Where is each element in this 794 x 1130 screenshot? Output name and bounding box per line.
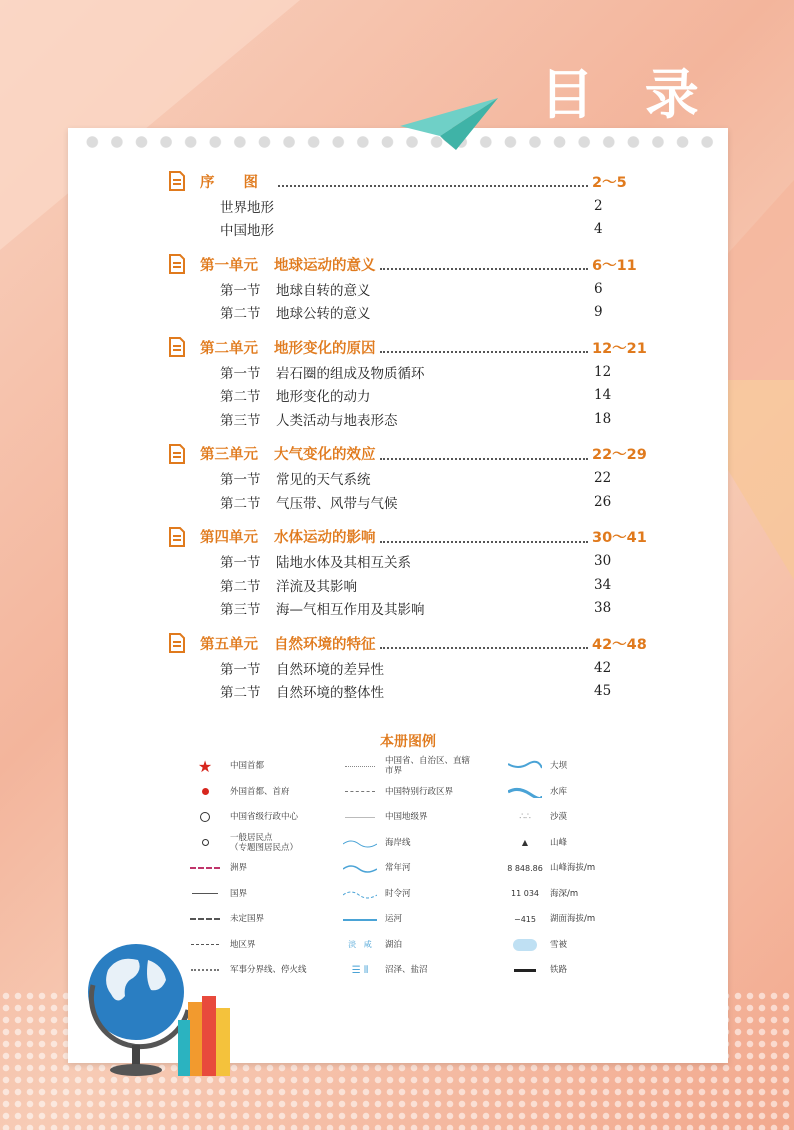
unit-label: 第一单元 xyxy=(200,257,258,274)
section-number: 第一节 xyxy=(220,472,261,489)
legend-label: 水库 xyxy=(550,786,568,797)
legend-label: 沙漠 xyxy=(550,812,568,822)
legend-item xyxy=(335,754,475,778)
section-number: 第二节 xyxy=(220,685,261,702)
legend-label: 军事分界线、停火线 xyxy=(230,965,307,975)
legend-label: 中国地级界 xyxy=(385,812,428,822)
legend-label: 大坝 xyxy=(550,761,568,771)
section-title: 岩石圈的组成及物质循环 xyxy=(276,365,425,382)
section-number: 第二节 xyxy=(220,578,261,595)
legend-symbol-icon: ▲ xyxy=(521,838,529,847)
document-icon xyxy=(168,337,186,357)
legend-label: 沼泽、盐沼 xyxy=(385,965,428,975)
document-icon xyxy=(168,633,186,653)
legend-label: 一般居民点 （专题图居民点） xyxy=(230,832,299,853)
section-number: 第一节 xyxy=(220,282,261,299)
dot-leader xyxy=(380,637,589,649)
dot-leader xyxy=(380,448,589,460)
section-page: 26 xyxy=(594,493,612,510)
legend-symbol-icon xyxy=(335,863,385,873)
section-number: 第一节 xyxy=(220,661,261,678)
toc-section[interactable] xyxy=(168,194,648,218)
legend-label: 山峰 xyxy=(550,837,568,848)
legend-symbol-icon xyxy=(500,786,550,798)
section-title: 地形变化的动力 xyxy=(276,389,371,406)
legend-item xyxy=(500,856,640,880)
legend-item xyxy=(500,780,640,804)
unit-title: 大气变化的效应 xyxy=(274,447,376,463)
legend-symbol-icon xyxy=(180,839,230,846)
legend-item xyxy=(500,805,640,829)
legend-label: 铁路 xyxy=(550,965,568,975)
section-page: 14 xyxy=(594,387,612,404)
document-icon xyxy=(168,444,186,464)
toc-section[interactable] xyxy=(168,550,648,574)
legend-symbol-icon xyxy=(180,893,230,894)
unit-pages: 2～5 xyxy=(592,174,627,191)
unit-pages: 22～29 xyxy=(592,447,647,463)
legend-item xyxy=(335,780,475,804)
legend-label: 国界 xyxy=(230,888,248,899)
section-title: 自然环境的差异性 xyxy=(276,661,384,678)
section-number: 第二节 xyxy=(220,306,261,323)
section-page: 30 xyxy=(594,553,612,570)
legend-item xyxy=(500,882,640,906)
legend-symbol-icon xyxy=(335,889,385,899)
legend-item xyxy=(180,831,320,855)
legend-item xyxy=(180,780,320,804)
legend-symbol-icon: −415 xyxy=(514,914,536,924)
legend-label: 未定国界 xyxy=(230,914,265,924)
section-page: 38 xyxy=(594,600,612,617)
section-title: 洋流及其影响 xyxy=(276,578,357,595)
legend-symbol-icon xyxy=(180,812,230,822)
legend-item xyxy=(335,958,475,982)
legend-item xyxy=(180,907,320,931)
toc-unit[interactable] xyxy=(168,524,648,550)
section-page: 6 xyxy=(594,280,603,297)
toc-section[interactable] xyxy=(168,656,648,680)
section-number: 第二节 xyxy=(220,389,261,406)
legend-item xyxy=(335,856,475,880)
legend-item xyxy=(335,831,475,855)
legend-item xyxy=(335,907,475,931)
dot-leader xyxy=(278,175,588,187)
toc-unit[interactable] xyxy=(168,630,648,656)
section-page: 2 xyxy=(594,197,603,214)
section-page: 18 xyxy=(594,410,612,427)
section-number: 第一节 xyxy=(220,555,261,572)
toc-unit[interactable] xyxy=(168,168,648,194)
unit-label: 序 图 xyxy=(200,174,258,191)
legend-label: 地区界 xyxy=(230,939,256,950)
section-page: 34 xyxy=(594,576,612,593)
legend-item xyxy=(500,754,640,778)
unit-label: 第二单元 xyxy=(200,340,258,357)
legend-label: 湖泊 xyxy=(385,939,403,950)
legend-label: 山峰海拔/m xyxy=(550,863,596,873)
legend-label: 运河 xyxy=(385,914,403,924)
section-number: 中国地形 xyxy=(220,223,274,240)
legend-symbol-icon xyxy=(500,939,550,951)
legend-label: 中国特别行政区界 xyxy=(385,786,454,797)
document-icon xyxy=(168,171,186,191)
section-title: 人类活动与地表形态 xyxy=(276,412,398,429)
section-number: 第三节 xyxy=(220,602,261,619)
unit-title: 水体运动的影响 xyxy=(274,530,376,546)
legend-symbol-icon: ★ xyxy=(197,756,213,776)
legend-label: 中国省、自治区、直辖市界 xyxy=(385,756,471,776)
toc-section[interactable] xyxy=(168,301,648,325)
legend-symbol-icon: ☰ ⦀ xyxy=(351,964,369,976)
legend-item xyxy=(500,831,640,855)
section-page: 9 xyxy=(594,304,603,321)
legend-symbol-icon xyxy=(335,791,385,792)
legend-symbol-icon xyxy=(335,914,385,924)
legend-symbol-icon xyxy=(500,760,550,772)
legend-symbol-icon xyxy=(180,788,230,795)
legend-label: 雪被 xyxy=(550,939,568,950)
toc-section[interactable] xyxy=(168,277,648,301)
toc-section[interactable] xyxy=(168,573,648,597)
legend-symbol-icon xyxy=(335,817,385,818)
legend-label: 海岸线 xyxy=(385,837,411,848)
section-title: 地球公转的意义 xyxy=(276,306,371,323)
section-title: 地球自转的意义 xyxy=(276,282,371,299)
toc-section[interactable] xyxy=(168,407,648,431)
legend-item xyxy=(335,805,475,829)
section-page: 22 xyxy=(594,470,612,487)
legend-symbol-icon xyxy=(180,867,230,869)
toc-section[interactable] xyxy=(168,597,648,621)
section-number: 世界地形 xyxy=(220,199,274,216)
globe-and-books-icon xyxy=(78,930,248,1080)
toc-section[interactable] xyxy=(168,384,648,408)
dot-leader xyxy=(380,531,589,543)
legend-item xyxy=(180,856,320,880)
document-icon xyxy=(168,254,186,274)
section-page: 45 xyxy=(594,683,612,700)
unit-title: 地形变化的原因 xyxy=(274,340,376,357)
legend-item xyxy=(335,882,475,906)
unit-pages: 6～11 xyxy=(592,257,637,274)
legend-item xyxy=(500,933,640,957)
section-page: 12 xyxy=(594,363,612,380)
section-title: 陆地水体及其相互关系 xyxy=(276,555,411,572)
toc-unit[interactable] xyxy=(168,334,648,360)
legend-label: 中国首都 xyxy=(230,761,265,771)
toc-section[interactable] xyxy=(168,490,648,514)
legend-label: 时令河 xyxy=(385,888,411,899)
section-number: 第二节 xyxy=(220,495,261,512)
binder-holes xyxy=(80,134,716,150)
legend-label: 海深/m xyxy=(550,888,579,899)
legend-label: 中国省级行政中心 xyxy=(230,812,299,822)
legend-symbol-icon: 淡 咸 xyxy=(348,940,372,949)
legend-item xyxy=(500,907,640,931)
toc-section[interactable] xyxy=(168,218,648,242)
toc-section[interactable] xyxy=(168,360,648,384)
section-page: 42 xyxy=(594,659,612,676)
legend-item xyxy=(180,754,320,778)
legend-item xyxy=(500,958,640,982)
legend-label: 外国首都、首府 xyxy=(230,786,290,797)
unit-pages: 12～21 xyxy=(592,340,647,357)
unit-label: 第三单元 xyxy=(200,447,258,463)
unit-pages: 42～48 xyxy=(592,636,647,653)
unit-label: 第五单元 xyxy=(200,636,258,653)
section-title: 气压带、风带与气候 xyxy=(276,495,398,512)
legend-label: 湖面海拔/m xyxy=(550,914,596,924)
section-title: 常见的天气系统 xyxy=(276,472,371,489)
toc-section[interactable] xyxy=(168,467,648,491)
legend-label: 常年河 xyxy=(385,863,411,873)
legend-symbol-icon: ∴∴ xyxy=(519,812,531,822)
section-page: 4 xyxy=(594,221,603,238)
legend-symbol-icon xyxy=(335,838,385,848)
legend-item xyxy=(180,882,320,906)
toc-unit[interactable] xyxy=(168,251,648,277)
legend-symbol-icon xyxy=(335,766,385,767)
legend-symbol-icon xyxy=(180,918,230,920)
legend-symbol-icon xyxy=(500,969,550,972)
toc-unit[interactable] xyxy=(168,441,648,467)
legend-item xyxy=(180,805,320,829)
section-title: 自然环境的整体性 xyxy=(276,685,384,702)
section-number: 第三节 xyxy=(220,412,261,429)
legend-title: 本册图例 xyxy=(380,734,436,750)
legend-symbol-icon: 8 848.86 xyxy=(507,863,543,873)
document-icon xyxy=(168,527,186,547)
legend-symbol-icon: 11 034 xyxy=(511,889,539,898)
paper-plane-icon xyxy=(400,96,500,152)
table-of-contents xyxy=(168,168,648,703)
unit-title: 地球运动的意义 xyxy=(274,257,376,274)
section-number: 第一节 xyxy=(220,365,261,382)
toc-section[interactable] xyxy=(168,680,648,704)
legend-item xyxy=(335,933,475,957)
section-title: 海—气相互作用及其影响 xyxy=(276,602,425,619)
dot-leader xyxy=(380,341,589,353)
unit-label: 第四单元 xyxy=(200,530,258,546)
page-title: 目 录 xyxy=(540,63,715,126)
unit-title: 自然环境的特征 xyxy=(274,636,376,653)
unit-pages: 30～41 xyxy=(592,530,647,546)
dot-leader xyxy=(380,258,589,270)
legend-label: 洲界 xyxy=(230,863,248,873)
